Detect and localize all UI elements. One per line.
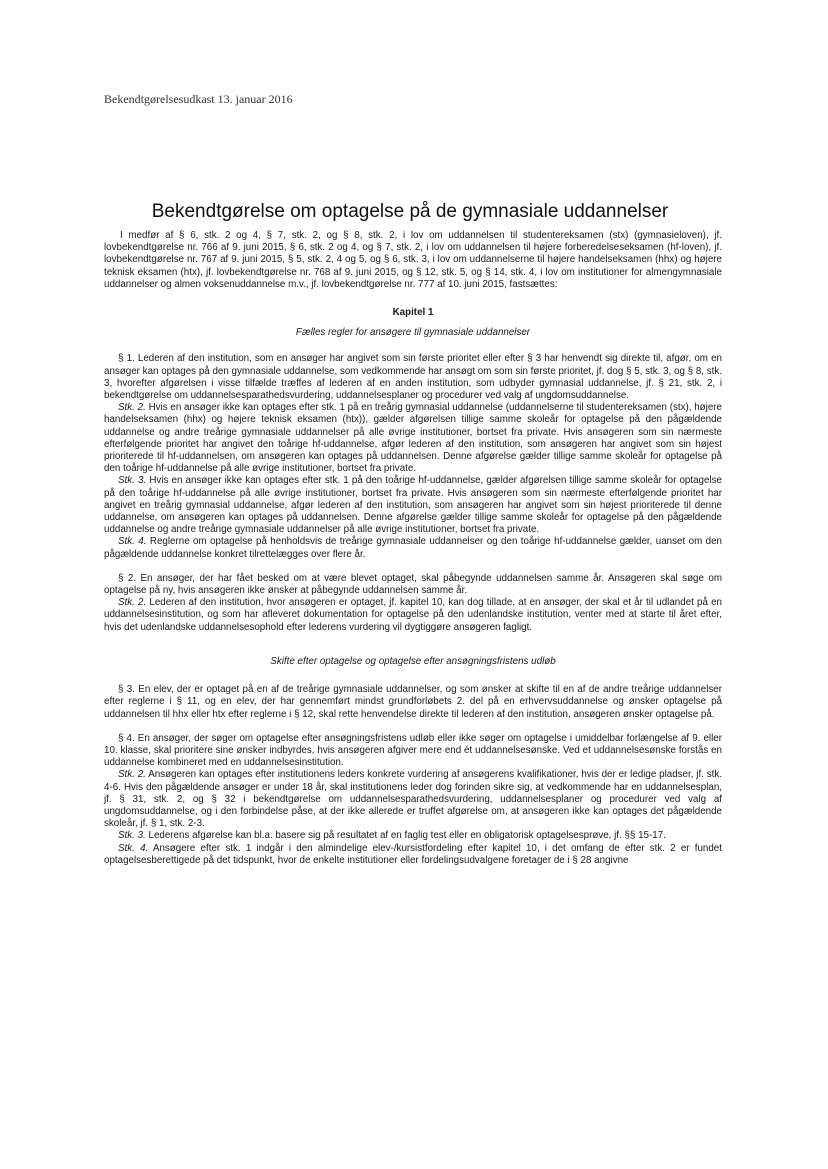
document-header: Bekendtgørelsesudkast 13. januar 2016 [104,92,293,106]
paragraph-2: § 2. En ansøger, der har fået besked om at være blevet optaget, skal påbegynde uddannelsen samme år. Ansøgeren skal søge om optagelse på ny, hvis ansøgeren ikke ønsker at påbegynde uddannelsen samme år. [104,572,722,597]
stk-label: Stk. 2. [118,769,146,781]
stk-text: Lederens afgørelse kan bl.a. basere sig på resultatet af en faglig test eller en obligatorisk optagelsesprøve, jf. §§ 15-17. [145,830,666,842]
section-heading-2: Skifte efter optagelse og optagelse efter ansøgningsfristens udløb [270,655,556,667]
document-body [104,230,722,867]
stk-label: Stk. 3. [118,830,146,842]
paragraph-4-stk-4 [104,843,722,867]
section-heading-1: Fælles regler for ansøgere til gymnasiale uddannelser [295,327,531,339]
stk-text: Ansøgere efter stk. 1 indgår i den almindelige elev-/kursistfordeling efter kapitel 10, i det omfang de efter stk. 2 er fundet optagelsesberettigede på det tidspunkt, hvor de enkelte institutioner eller fordelingsudvalgene foretager de i § 28 angivne [104,842,722,866]
paragraph-4-stk-3 [104,830,722,842]
stk-label: Stk. 4. [118,536,147,548]
stk-text: Hvis en ansøger ikke kan optages efter stk. 1 på den toårige hf-uddannelse, gælder afgørelsen tillige samme skoleår for optagelse på den toårige hf-uddannelse på alle øvrige institutioner, bortset fra private. Hvis ansøgeren som sin nærmeste efterfølgende prioritet har angivet en treårig gymnasial uddannelse, afgør lederen af den institution, som ansøgeren har angivet som sin højest prioriterede til denne uddannelse, om ansøgeren kan optages på uddannelsen. Denne afgørelse gælder tillige samme skoleår for optagelse på den pågældende uddannelse og andre treårige gymnasiale uddannelser på alle øvrige institutioner, bortset fra private. [104,475,722,536]
paragraph-2-stk-2 [104,597,722,634]
chapter-heading: Kapitel 1 [392,307,434,319]
paragraph-1: § 1. Lederen af den institution, som en ansøger har angivet som sin første prioritet eller efter § 3 har henvendt sig direkte til, afgør, om en ansøger kan optages på den gymnasiale uddannelse, som vedkommende har ansøgt om som sin første prioritet, jf. dog § 5, stk. 3, og § 8, stk. 3, hvorefter afgørelsen i visse tilfælde træffes af lederen af en anden institution, som udbyder gymnasial uddannelse, jf. § 21, stk. 2, i bekendtgørelse om uddannelsesparathedsvurdering, uddannelsesplaner og procedurer ved valg af ungdomsuddannelse. [104,353,722,402]
stk-label: Stk. 4. [118,842,149,854]
paragraph-1-stk-4 [104,536,722,560]
paragraph-4: § 4. En ansøger, der søger om optagelse efter ansøgningsfristens udløb eller ikke søger om optagelse i umiddelbar forlængelse af 9. eller 10. klasse, skal prioritere sine ønsker indbyrdes, hvis ansøgeren afgiver mere end ét uddannelsesønske. Ved et uddannelsesønske forstås en uddannelse kombineret med en uddannelsesinstitution. [104,732,722,769]
stk-text: Hvis en ansøger ikke kan optages efter stk. 1 på en treårig gymnasial uddannelse (uddannelserne til studentereksamen (stx), højere handelseksamen (hhx) og højere teknisk eksamen (htx)), gælder afgørelsen tillige samme skoleår for optagelse på den pågældende uddannelse og andre treårige gymnasiale uddannelser på alle øvrige institutioner, bortset fra private. Hvis ansøgeren som sin nærmeste efterfølgende prioritet har angivet den toårige hf-uddannelse, afgør lederen af den institution, som ansøgeren har angivet som sin højest prioriterede til hf-uddannelsen, om ansøgeren kan optages på uddannelsen. Denne afgørelse gælder tillige samme skoleår for optagelse på den toårige hf-uddannelse på alle øvrige institutioner, bortset fra private. [104,402,722,475]
intro-paragraph: I medfør af § 6, stk. 2 og 4, § 7, stk. 2, og § 8, stk. 2, i lov om uddannelsen til studentereksamen (stx) (gymnasieloven), jf. lovbekendtgørelse nr. 766 af 9. juni 2015, § 6, stk. 2 og 4, og § 7, stk. 2, i lov om uddannelsen til højere forberedelseseksamen (hf-loven), jf. lovbekendtgørelse nr. 767 af 9. juni 2015, § 5, stk. 2, 4 og 5, og § 6, stk. 3, i lov om uddannelserne til højere handelseksamen (hhx) og højere teknisk eksamen (htx), jf. lovbekendtgørelse nr. 768 af 9. juni 2015, og § 12, stk. 5, og § 14, stk. 4, i lov om institutioner for almengymnasiale uddannelser og almen voksenuddannelse m.v., jf. lovbekendtgørelse nr. 777 af 10. juni 2015, fastsættes: [104,230,722,290]
stk-text: Ansøgeren kan optages efter institutionens leders konkrete vurdering af ansøgerens kvalifikationer, hvis der er ledige pladser, jf. stk. 4-6. Hvis den pågældende ansøger er under 18 år, skal institutionens leder dog forinden sikre sig, at vedkommende har en uddannelsesplan, jf. § 31, stk. 2, og § 32 i bekendtgørelse om uddannelsesparathedsvurdering, uddannelsesplaner og procedurer ved valg af ungdomsuddannelse, og i den forbindelse påse, at der ikke allerede er truffet afgørelse om, at ansøgeren ikke kan optages det pågældende skoleår, jf. § 1, stk. 2-3. [104,769,722,830]
paragraph-3: § 3. En elev, der er optaget på en af de treårige gymnasiale uddannelser, og som ønsker at skifte til en af de andre treårige uddannelser efter reglerne i § 11, og en elev, der har gennemført mindst grundforløbets 2. del på en erhvervsuddannelse og ønsker optagelse på uddannelsen til hhx eller htx efter reglerne i § 12, skal rette henvendelse direkte til lederen af den institution, ansøgeren ønsker optagelse på. [104,684,722,720]
paragraph-4-stk-2 [104,769,722,830]
paragraph-1-stk-3 [104,475,722,536]
stk-label: Stk. 3. [118,475,147,487]
document-title: Bekendtgørelse om optagelse på de gymnasiale uddannelser [151,201,669,222]
stk-label: Stk. 2. [118,402,146,414]
paragraph-1-stk-2 [104,402,722,475]
stk-text: Reglerne om optagelse på henholdsvis de treårige gymnasiale uddannelser og den toårige hf-uddannelse gælder, uanset om den pågældende uddannelse konkret tilrettelægges over flere år. [104,536,722,560]
stk-label: Stk. 2. [118,597,147,609]
stk-text: Lederen af den institution, hvor ansøgeren er optaget, jf. kapitel 10, kan dog tillade, at en ansøger, der skal et år til udlandet på en uddannelsesinstitution, og som har afleveret dokumentation for optagelse på den udenlandske institution, venter med at starte til året efter, hvis det udenlandske uddannelsesophold efter lederens vurdering vil dygtiggøre ansøgeren fagligt. [104,597,722,633]
